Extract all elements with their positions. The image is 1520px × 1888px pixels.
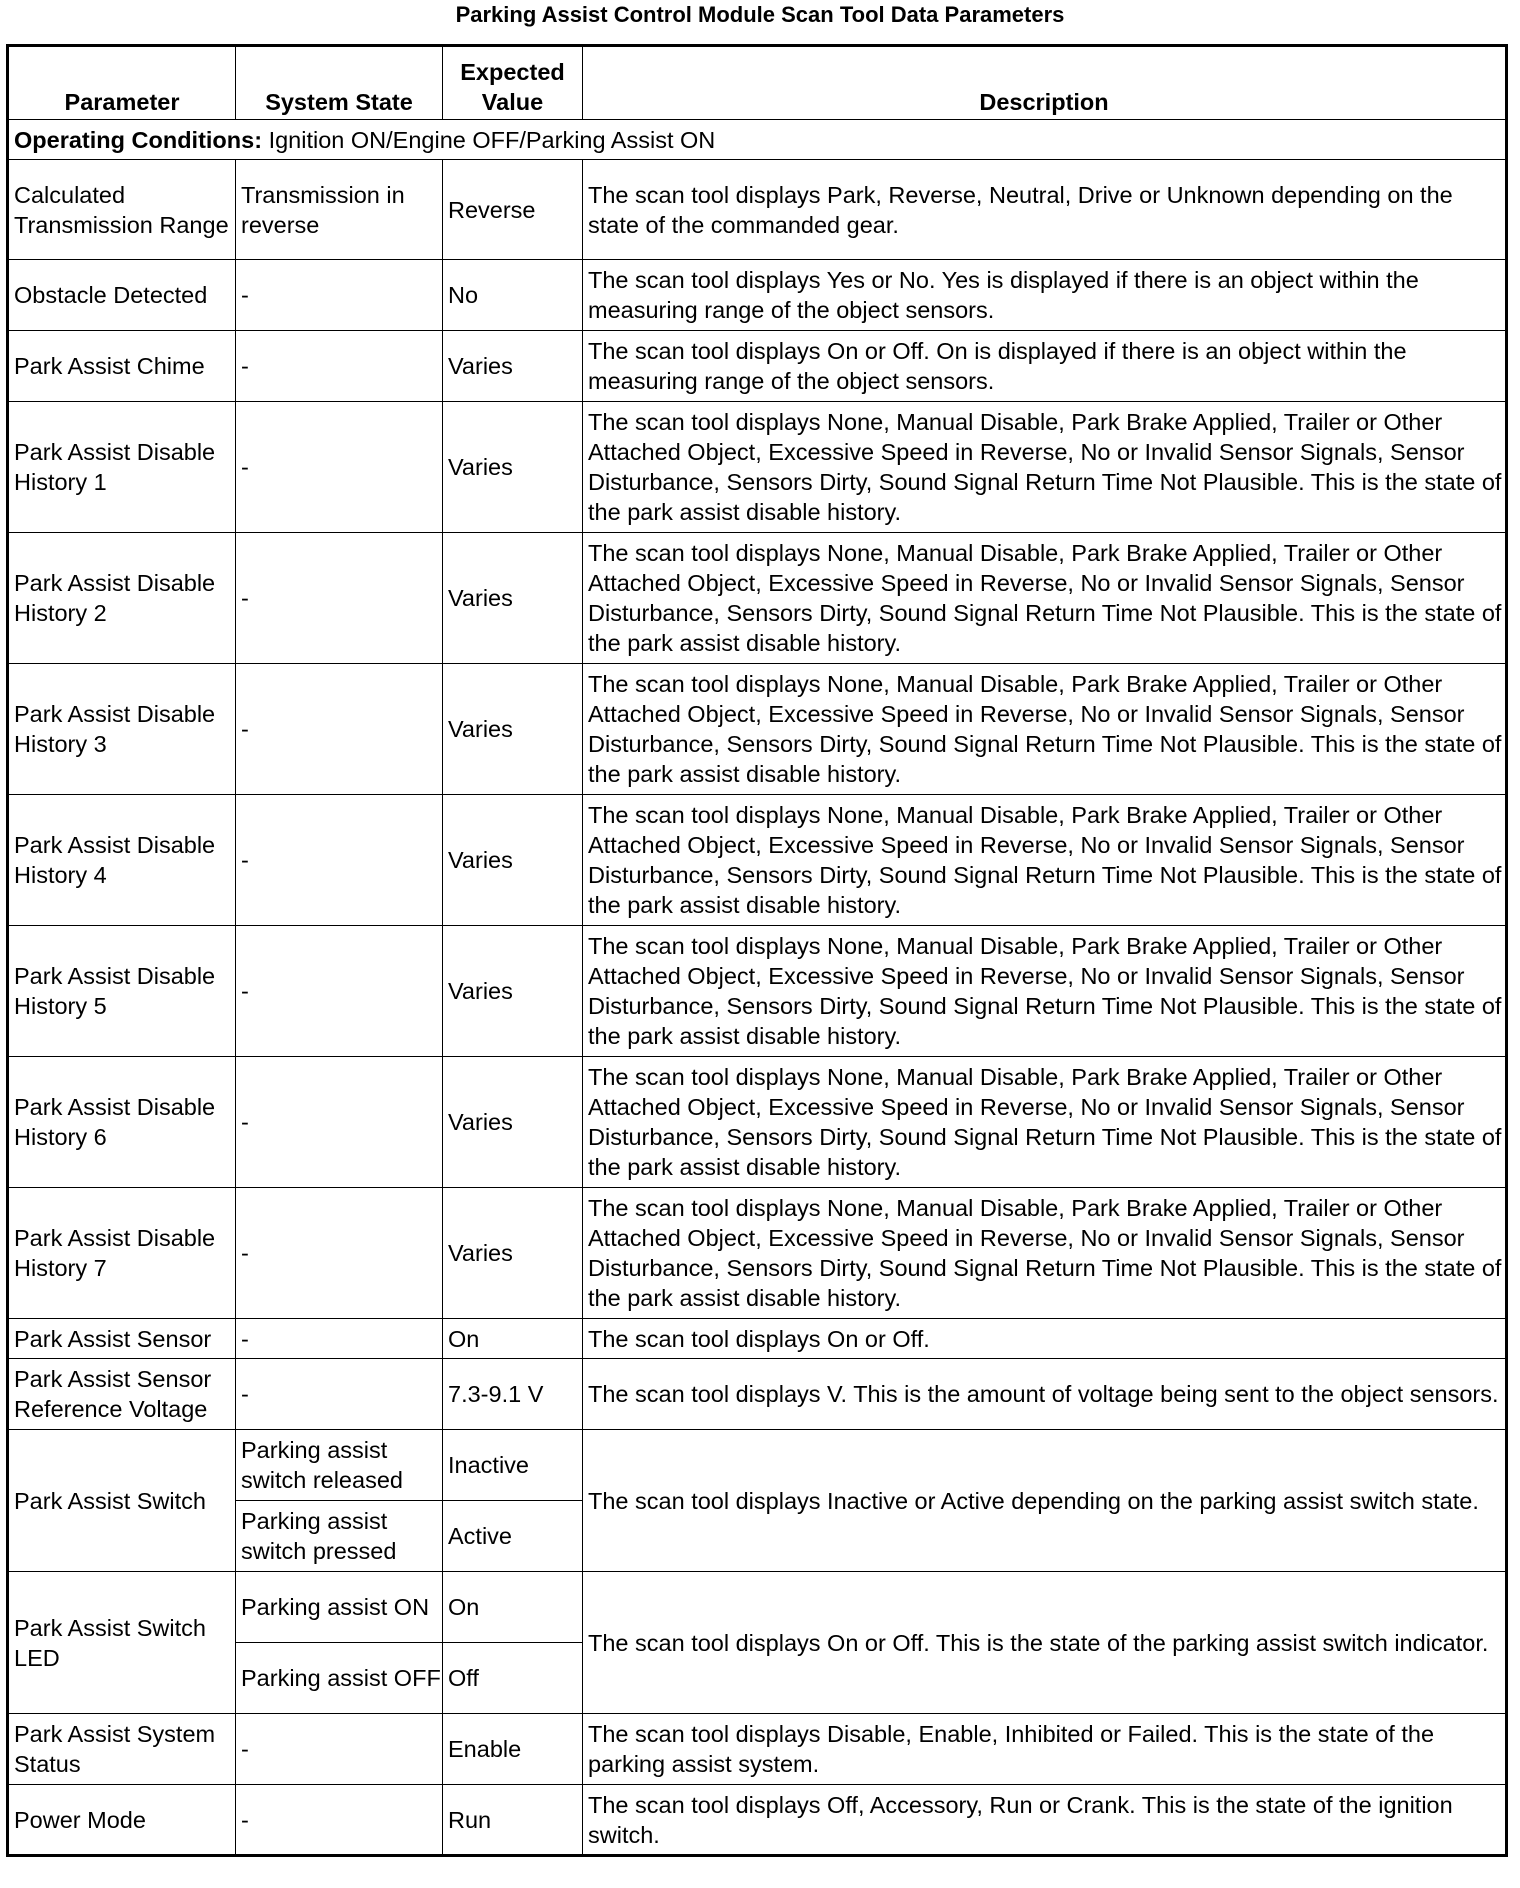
expected-value-cell: Varies [443, 664, 583, 795]
description-cell: The scan tool displays None, Manual Disable, Park Brake Applied, Trailer or Other Attached Object, Excessive Speed in Reverse, No or Invalid Sensor Signals, Sensor Disturbance, Sensors Dirty, Sound Signal Return Time Not Plausible. This is the state of the park assist disable history. [583, 402, 1507, 533]
system-state-cell: - [236, 664, 443, 795]
parameter-cell: Park Assist Disable History 4 [8, 795, 236, 926]
expected-value-cell: Varies [443, 1057, 583, 1188]
parameter-cell: Power Mode [8, 1785, 236, 1856]
description-cell: The scan tool displays Off, Accessory, Run or Crank. This is the state of the ignition switch. [583, 1785, 1507, 1856]
parameter-cell: Park Assist Chime [8, 331, 236, 402]
table-row [8, 402, 1507, 533]
parameter-cell: Park Assist Switch LED [8, 1572, 236, 1714]
table-row [8, 1359, 1507, 1430]
system-state-cell: - [236, 1188, 443, 1319]
expected-value-cell: No [443, 260, 583, 331]
system-state-cell: - [236, 533, 443, 664]
expected-value-cell: Varies [443, 926, 583, 1057]
expected-value-cell: Inactive [443, 1430, 583, 1501]
system-state-cell: - [236, 260, 443, 331]
table-row [8, 260, 1507, 331]
operating-conditions-text: Ignition ON/Engine OFF/Parking Assist ON [268, 126, 716, 153]
operating-conditions [8, 120, 1507, 160]
parameter-cell: Park Assist Disable History 2 [8, 533, 236, 664]
parameter-cell: Park Assist Disable History 6 [8, 1057, 236, 1188]
table-row [8, 664, 1507, 795]
table-row [8, 160, 1507, 260]
table-row [8, 1057, 1507, 1188]
expected-value-cell: On [443, 1319, 583, 1359]
system-state-cell: - [236, 402, 443, 533]
description-cell: The scan tool displays On or Off. This is the state of the parking assist switch indicator. [583, 1572, 1507, 1714]
expected-value-cell: 7.3-9.1 V [443, 1359, 583, 1430]
description-cell: The scan tool displays None, Manual Disable, Park Brake Applied, Trailer or Other Attached Object, Excessive Speed in Reverse, No or Invalid Sensor Signals, Sensor Disturbance, Sensors Dirty, Sound Signal Return Time Not Plausible. This is the state of the park assist disable history. [583, 1188, 1507, 1319]
system-state-cell: Parking assist OFF [236, 1643, 443, 1714]
description-cell: The scan tool displays None, Manual Disable, Park Brake Applied, Trailer or Other Attached Object, Excessive Speed in Reverse, No or Invalid Sensor Signals, Sensor Disturbance, Sensors Dirty, Sound Signal Return Time Not Plausible. This is the state of the park assist disable history. [583, 926, 1507, 1057]
parameter-cell: Park Assist Disable History 7 [8, 1188, 236, 1319]
expected-value-cell: Varies [443, 795, 583, 926]
description-cell: The scan tool displays None, Manual Disable, Park Brake Applied, Trailer or Other Attached Object, Excessive Speed in Reverse, No or Invalid Sensor Signals, Sensor Disturbance, Sensors Dirty, Sound Signal Return Time Not Plausible. This is the state of the park assist disable history. [583, 664, 1507, 795]
system-state-cell: - [236, 926, 443, 1057]
table-row [8, 1319, 1507, 1359]
table-row [8, 331, 1507, 402]
parameter-cell: Park Assist Sensor Reference Voltage [8, 1359, 236, 1430]
description-cell: The scan tool displays V. This is the amount of voltage being sent to the object sensors. [583, 1359, 1507, 1430]
expected-value-cell: Varies [443, 1188, 583, 1319]
system-state-cell: - [236, 795, 443, 926]
description-cell: The scan tool displays Disable, Enable, Inhibited or Failed. This is the state of the parking assist system. [583, 1714, 1507, 1785]
system-state-cell: Parking assist switch pressed [236, 1501, 443, 1572]
parameter-cell: Calculated Transmission Range [8, 160, 236, 260]
header-parameter: Parameter [8, 46, 236, 120]
header-row [8, 46, 1507, 120]
expected-value-cell: Reverse [443, 160, 583, 260]
parameter-cell: Park Assist System Status [8, 1714, 236, 1785]
expected-value-cell: Varies [443, 331, 583, 402]
system-state-cell: - [236, 1785, 443, 1856]
expected-value-cell: Off [443, 1643, 583, 1714]
parameter-cell: Park Assist Switch [8, 1430, 236, 1572]
table-row [8, 1572, 1507, 1643]
description-cell: The scan tool displays None, Manual Disable, Park Brake Applied, Trailer or Other Attached Object, Excessive Speed in Reverse, No or Invalid Sensor Signals, Sensor Disturbance, Sensors Dirty, Sound Signal Return Time Not Plausible. This is the state of the park assist disable history. [583, 533, 1507, 664]
parameter-cell: Obstacle Detected [8, 260, 236, 331]
table-row [8, 1188, 1507, 1319]
expected-value-cell: Varies [443, 402, 583, 533]
expected-value-cell: Active [443, 1501, 583, 1572]
header-description: Description [583, 46, 1507, 120]
table-row [8, 1714, 1507, 1785]
description-cell: The scan tool displays None, Manual Disable, Park Brake Applied, Trailer or Other Attached Object, Excessive Speed in Reverse, No or Invalid Sensor Signals, Sensor Disturbance, Sensors Dirty, Sound Signal Return Time Not Plausible. This is the state of the park assist disable history. [583, 795, 1507, 926]
parameters-table [6, 44, 1508, 1857]
table-row [8, 1785, 1507, 1856]
system-state-cell: - [236, 1359, 443, 1430]
system-state-cell: - [236, 1714, 443, 1785]
table-row [8, 533, 1507, 664]
operating-conditions-row [8, 120, 1507, 160]
description-cell: The scan tool displays Park, Reverse, Neutral, Drive or Unknown depending on the state of the commanded gear. [583, 160, 1507, 260]
table-row [8, 1430, 1507, 1501]
description-cell: The scan tool displays On or Off. [583, 1319, 1507, 1359]
header-system-state: System State [236, 46, 443, 120]
system-state-cell: Parking assist switch released [236, 1430, 443, 1501]
description-cell: The scan tool displays None, Manual Disable, Park Brake Applied, Trailer or Other Attached Object, Excessive Speed in Reverse, No or Invalid Sensor Signals, Sensor Disturbance, Sensors Dirty, Sound Signal Return Time Not Plausible. This is the state of the park assist disable history. [583, 1057, 1507, 1188]
system-state-cell: Parking assist ON [236, 1572, 443, 1643]
expected-value-cell: Run [443, 1785, 583, 1856]
parameter-cell: Park Assist Disable History 5 [8, 926, 236, 1057]
operating-conditions-label: Operating Conditions: [14, 126, 263, 153]
system-state-cell: - [236, 1057, 443, 1188]
table-row [8, 926, 1507, 1057]
parameter-cell: Park Assist Sensor [8, 1319, 236, 1359]
system-state-cell: - [236, 1319, 443, 1359]
system-state-cell: Transmission in reverse [236, 160, 443, 260]
description-cell: The scan tool displays Inactive or Active depending on the parking assist switch state. [583, 1430, 1507, 1572]
expected-value-cell: Varies [443, 533, 583, 664]
expected-value-cell: Enable [443, 1714, 583, 1785]
system-state-cell: - [236, 331, 443, 402]
page-title: Parking Assist Control Module Scan Tool Data Parameters [455, 2, 1065, 27]
parameter-cell: Park Assist Disable History 1 [8, 402, 236, 533]
description-cell: The scan tool displays Yes or No. Yes is displayed if there is an object within the measuring range of the object sensors. [583, 260, 1507, 331]
description-cell: The scan tool displays On or Off. On is displayed if there is an object within the measuring range of the object sensors. [583, 331, 1507, 402]
table-row [8, 795, 1507, 926]
expected-value-cell: On [443, 1572, 583, 1643]
header-expected-value: Expected Value [443, 46, 583, 120]
parameter-cell: Park Assist Disable History 3 [8, 664, 236, 795]
